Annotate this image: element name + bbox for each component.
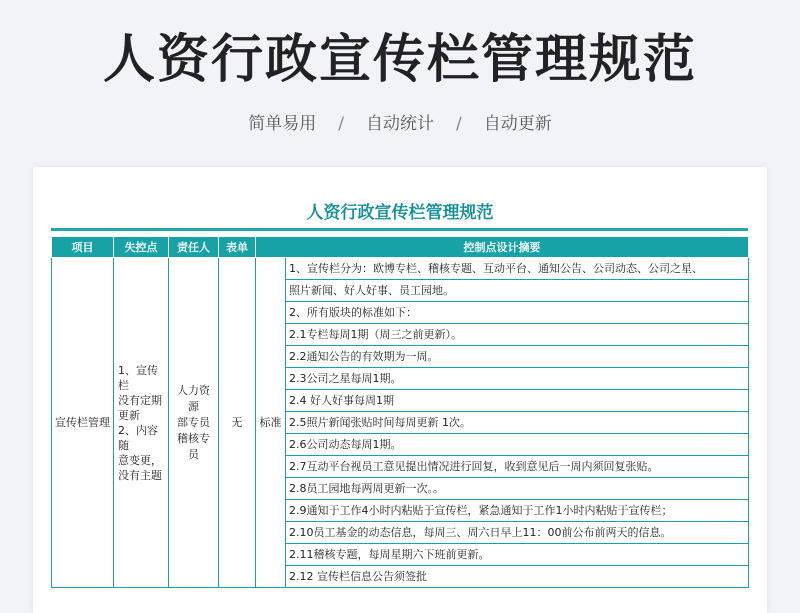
tag-separator: / <box>456 114 462 134</box>
summary-cell: 2.8员工园地每两周更新一次。。 <box>286 478 749 500</box>
risk-line: 1、宣传栏 <box>118 363 158 392</box>
summary-cell: 2.1专栏每周1期（周三之前更新）。 <box>286 324 749 346</box>
summary-cell: 1、宣传栏分为：欧博专栏、稽核专题、互动平台、通知公告、公司动态、公司之星、 <box>286 258 749 280</box>
summary-cell: 2、所有版块的标准如下： <box>286 302 749 324</box>
table-row <box>52 258 749 280</box>
risk-line: 意变更， <box>118 453 162 467</box>
summary-cell: 2.11稽核专题，每周星期六下班前更新。 <box>286 544 749 566</box>
summary-cell: 2.7互动平台视员工意见提出情况进行回复，收到意见后一周内须回复张贴。 <box>286 456 749 478</box>
document-title: 人资行政宣传栏管理规范 <box>306 203 494 223</box>
summary-cell: 2.4 好人好事每周1期 <box>286 390 749 412</box>
summary-cell: 2.12 宣传栏信息公告须签批 <box>286 566 749 588</box>
table-header-row <box>52 237 749 258</box>
summary-cell: 2.9通知于工作4小时内粘贴于宣传栏，紧急通知于工作1小时内粘贴于宣传栏； <box>286 500 749 522</box>
header-form: 表单 <box>219 237 256 258</box>
header-project: 项目 <box>52 237 114 258</box>
title-underline <box>51 228 748 231</box>
summary-cell: 2.2通知公告的有效期为一周。 <box>286 346 749 368</box>
summary-cell: 照片新闻、好人好事、员工园地。 <box>286 280 749 302</box>
tag-auto-update: 自动更新 <box>483 114 552 134</box>
owner-line: 稽核专员 <box>177 431 210 461</box>
tag-separator: / <box>338 114 344 134</box>
spreadsheet-preview <box>33 167 767 613</box>
feature-tagline <box>0 112 800 136</box>
risk-line: 更新 <box>118 408 140 422</box>
risk-line: 没有主题 <box>118 468 162 482</box>
cell-owner <box>169 258 219 588</box>
header-summary: 控制点设计摘要 <box>256 237 749 258</box>
summary-cell: 2.5照片新闻张贴时间每周更新 1次。 <box>286 412 749 434</box>
summary-cell: 2.3公司之星每周1期。 <box>286 368 749 390</box>
header-risk: 失控点 <box>114 237 169 258</box>
summary-cell: 2.10员工基金的动态信息，每周三、周六日早上11：00前公布前两天的信息。 <box>286 522 749 544</box>
cell-risk <box>114 258 169 588</box>
owner-line: 人力资源 <box>177 383 210 413</box>
tag-easy: 简单易用 <box>248 114 317 134</box>
header-owner: 责任人 <box>169 237 219 258</box>
tag-auto-stats: 自动统计 <box>366 114 434 134</box>
cell-category: 标准 <box>256 258 286 588</box>
risk-line: 2、内容随 <box>118 423 158 452</box>
cell-project: 宣传栏管理 <box>52 258 114 588</box>
summary-cell: 2.6公司动态每周1期。 <box>286 434 749 456</box>
hero-title: 人资行政宣传栏管理规范 <box>102 30 697 90</box>
risk-line: 没有定期 <box>118 393 162 407</box>
owner-line: 部专员 <box>177 415 210 429</box>
control-table <box>51 236 749 588</box>
cell-form: 无 <box>219 258 256 588</box>
